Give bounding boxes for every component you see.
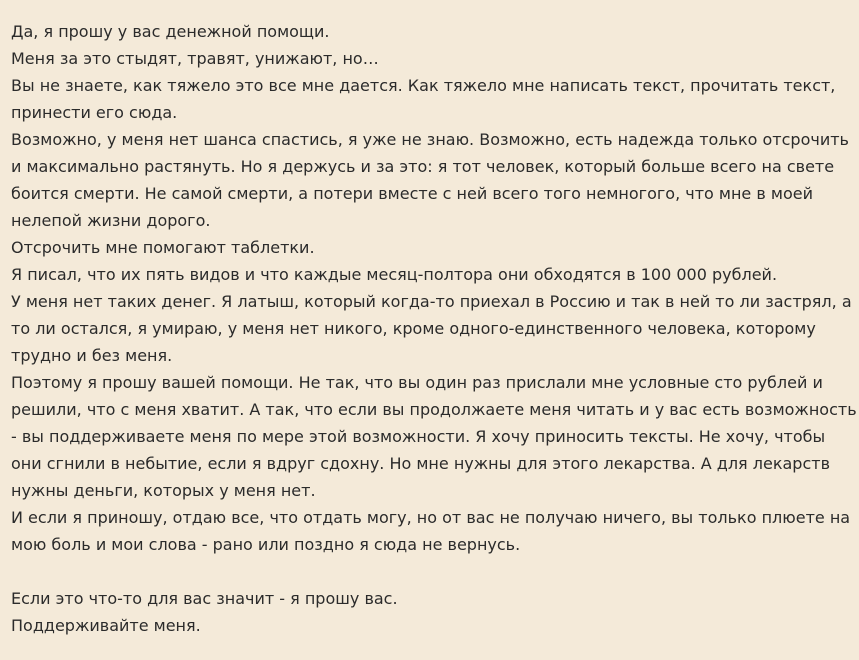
text-line: Вы не знаете, как тяжело это все мне дается. Как тяжело мне написать текст, прочитать текст,: [11, 76, 836, 95]
post-body: [11, 18, 857, 639]
text-line: мою боль и мои слова - рано или поздно я сюда не вернусь.: [11, 535, 521, 554]
text-line: принести его сюда.: [11, 103, 178, 122]
text-line: то ли остался, я умираю, у меня нет никого, кроме одного-единственного человека, которому: [11, 319, 816, 338]
text-line: Поэтому я прошу вашей помощи. Не так, что вы один раз прислали мне условные сто рублей и: [11, 373, 823, 392]
text-line: И если я приношу, отдаю все, что отдать могу, но от вас не получаю ничего, вы только плюете на: [11, 508, 851, 527]
text-line: нелепой жизни дорого.: [11, 211, 211, 230]
closing-line: Если это что-то для вас значит - я прошу вас.: [11, 589, 398, 608]
text-line: трудно и без меня.: [11, 346, 173, 365]
text-line: Отсрочить мне помогают таблетки.: [11, 238, 315, 257]
text-line: Да, я прошу у вас денежной помощи.: [11, 22, 330, 41]
text-line: - вы поддерживаете меня по мере этой возможности. Я хочу приносить тексты. Не хочу, чтобы: [11, 427, 826, 446]
text-line: У меня нет таких денег. Я латыш, который когда-то приехал в Россию и так в ней то ли застрял, а: [11, 292, 852, 311]
paragraph-spacer: [11, 558, 851, 585]
text-line: нужны деньги, которых у меня нет.: [11, 481, 316, 500]
text-line: и максимально растянуть. Но я держусь и за это: я тот человек, который больше всего на свете: [11, 157, 835, 176]
text-line: Возможно, у меня нет шанса спастись, я уже не знаю. Возможно, есть надежда только отсрочить: [11, 130, 849, 149]
text-line: они сгнили в небытие, если я вдруг сдохну. Но мне нужны для этого лекарства. А для лекарств: [11, 454, 831, 473]
text-line: решили, что с меня хватит. А так, что если вы продолжаете меня читать и у вас есть возможность: [11, 400, 857, 419]
text-line: Я писал, что их пять видов и что каждые месяц-полтора они обходятся в 100 000 рублей.: [11, 265, 778, 284]
text-line: Меня за это стыдят, травят, унижают, но…: [11, 49, 379, 68]
closing-line: Поддерживайте меня.: [11, 616, 201, 635]
text-line: боится смерти. Не самой смерти, а потери вместе с ней всего того немногого, что мне в моей: [11, 184, 813, 203]
